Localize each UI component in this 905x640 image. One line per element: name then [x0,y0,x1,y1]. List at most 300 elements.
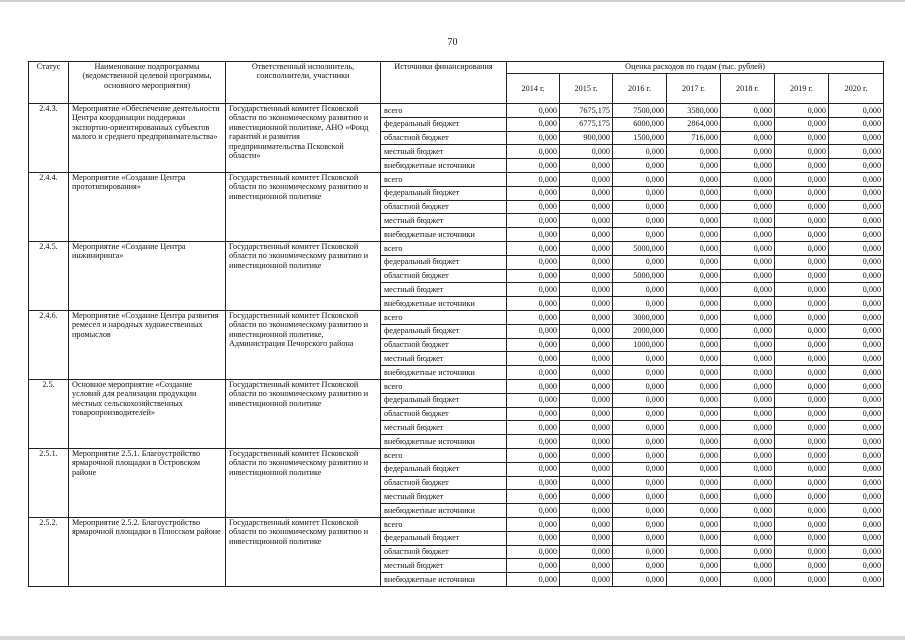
amount-cell: 3000,000 [613,310,667,324]
amount-cell: 0,000 [507,545,560,559]
amount-cell: 0,000 [613,517,667,531]
amount-cell: 0,000 [613,448,667,462]
amount-cell: 0,000 [667,172,721,186]
funding-source-cell: местный бюджет [381,490,507,504]
amount-cell: 0,000 [560,517,613,531]
amount-cell: 0,000 [507,200,560,214]
amount-cell: 0,000 [507,117,560,131]
amount-cell: 0,000 [775,297,829,311]
amount-cell: 0,000 [775,517,829,531]
amount-cell: 5000,000 [613,269,667,283]
amount-cell: 0,000 [829,421,884,435]
amount-cell: 0,000 [721,476,775,490]
amount-cell: 0,000 [721,352,775,366]
amount-cell: 0,000 [721,200,775,214]
funding-source-cell: внебюджетные источники [381,228,507,242]
amount-cell: 0,000 [507,104,560,118]
header-sources: Источники финансирования [381,62,507,104]
amount-cell: 0,000 [613,490,667,504]
funding-source-cell: всего [381,310,507,324]
header-year: 2020 г. [829,74,884,104]
executor-cell: Государственный комитет Псковской области по экономическому развитию и инвестиционной политике [226,241,381,310]
amount-cell: 0,000 [560,214,613,228]
funding-source-cell: внебюджетные источники [381,573,507,587]
amount-cell: 0,000 [507,214,560,228]
amount-cell: 0,000 [560,448,613,462]
amount-cell: 0,000 [721,517,775,531]
amount-cell: 0,000 [507,172,560,186]
funding-source-cell: всего [381,241,507,255]
amount-cell: 0,000 [775,462,829,476]
amount-cell: 0,000 [775,269,829,283]
amount-cell: 0,000 [667,393,721,407]
amount-cell: 0,000 [721,297,775,311]
amount-cell: 0,000 [829,283,884,297]
table-row [29,448,884,462]
amount-cell: 0,000 [507,504,560,518]
amount-cell: 0,000 [829,104,884,118]
amount-cell: 0,000 [613,214,667,228]
amount-cell: 0,000 [560,573,613,587]
amount-cell: 0,000 [507,435,560,449]
amount-cell: 0,000 [721,269,775,283]
amount-cell: 0,000 [829,573,884,587]
amount-cell: 0,000 [667,186,721,200]
amount-cell: 0,000 [507,476,560,490]
amount-cell: 0,000 [560,352,613,366]
amount-cell: 2864,000 [667,117,721,131]
amount-cell: 0,000 [613,476,667,490]
amount-cell: 0,000 [829,269,884,283]
amount-cell: 1500,000 [613,131,667,145]
amount-cell: 0,000 [613,407,667,421]
amount-cell: 0,000 [775,131,829,145]
measure-name-cell: Мероприятие «Создание Центра развития ремесел и народных художественных промыслов [69,310,226,379]
amount-cell: 0,000 [775,476,829,490]
amount-cell: 0,000 [667,200,721,214]
funding-source-cell: всего [381,517,507,531]
amount-cell: 0,000 [721,393,775,407]
amount-cell: 0,000 [507,255,560,269]
amount-cell: 0,000 [507,131,560,145]
amount-cell: 0,000 [775,504,829,518]
amount-cell: 0,000 [829,448,884,462]
funding-source-cell: всего [381,172,507,186]
amount-cell: 0,000 [829,352,884,366]
amount-cell: 0,000 [775,241,829,255]
amount-cell: 0,000 [829,393,884,407]
amount-cell: 0,000 [613,297,667,311]
table-row [29,517,884,531]
amount-cell: 0,000 [507,283,560,297]
executor-cell: Государственный комитет Псковской области по экономическому развитию и инвестиционной политике [226,379,381,448]
scan-edge-bottom [0,636,905,640]
funding-source-cell: всего [381,379,507,393]
amount-cell: 0,000 [613,559,667,573]
amount-cell: 0,000 [613,504,667,518]
amount-cell: 0,000 [613,545,667,559]
measure-name-cell: Мероприятие «Создание Центра прототипирования» [69,172,226,241]
amount-cell: 0,000 [775,172,829,186]
amount-cell: 0,000 [507,186,560,200]
status-cell: 2.4.3. [29,104,69,173]
funding-source-cell: областной бюджет [381,338,507,352]
expenditure-table [28,61,884,587]
funding-source-cell: федеральный бюджет [381,462,507,476]
amount-cell: 0,000 [507,145,560,159]
header-name: Наименование подпрограммы (ведомственной целевой программы, основного мероприятия) [69,62,226,104]
amount-cell: 0,000 [560,255,613,269]
amount-cell: 0,000 [560,269,613,283]
amount-cell: 1000,000 [613,338,667,352]
amount-cell: 0,000 [829,117,884,131]
header-year: 2015 г. [560,74,613,104]
status-cell: 2.5.2. [29,517,69,586]
table-row [29,172,884,186]
amount-cell: 0,000 [560,393,613,407]
amount-cell: 0,000 [721,324,775,338]
amount-cell: 716,000 [667,131,721,145]
executor-cell: Государственный комитет Псковской области по экономическому развитию и инвестиционной политике, АНО «Фонд гарантий и развития предпринимательства Псковской области» [226,104,381,173]
funding-source-cell: местный бюджет [381,421,507,435]
amount-cell: 0,000 [721,117,775,131]
status-cell: 2.4.4. [29,172,69,241]
amount-cell: 0,000 [613,435,667,449]
amount-cell: 6775,175 [560,117,613,131]
funding-source-cell: местный бюджет [381,214,507,228]
funding-source-cell: областной бюджет [381,476,507,490]
measure-name-cell: Мероприятие 2.5.1. Благоустройство ярмарочной площадки в Островском районе [69,448,226,517]
amount-cell: 0,000 [667,283,721,297]
amount-cell: 0,000 [667,490,721,504]
measure-name-cell: Мероприятие 2.5.2. Благоустройство ярмарочной площадки в Плюсском районе [69,517,226,586]
table-row [29,310,884,324]
amount-cell: 0,000 [829,366,884,380]
header-status: Статус [29,62,69,104]
amount-cell: 0,000 [829,559,884,573]
amount-cell: 0,000 [829,490,884,504]
amount-cell: 0,000 [507,310,560,324]
amount-cell: 0,000 [667,517,721,531]
amount-cell: 0,000 [829,200,884,214]
amount-cell: 0,000 [829,228,884,242]
amount-cell: 0,000 [667,379,721,393]
amount-cell: 0,000 [667,228,721,242]
amount-cell: 0,000 [721,159,775,173]
executor-cell: Государственный комитет Псковской области по экономическому развитию и инвестиционной политике [226,172,381,241]
amount-cell: 0,000 [613,186,667,200]
amount-cell: 0,000 [721,379,775,393]
amount-cell: 0,000 [613,462,667,476]
amount-cell: 0,000 [667,352,721,366]
amount-cell: 7500,000 [613,104,667,118]
amount-cell: 0,000 [721,214,775,228]
executor-cell: Государственный комитет Псковской области по экономическому развитию и инвестиционной политике, Администрация Печорского района [226,310,381,379]
funding-source-cell: областной бюджет [381,269,507,283]
amount-cell: 0,000 [721,131,775,145]
table-row [29,241,884,255]
amount-cell: 0,000 [667,214,721,228]
amount-cell: 0,000 [721,545,775,559]
amount-cell: 0,000 [721,172,775,186]
amount-cell: 0,000 [560,559,613,573]
amount-cell: 0,000 [560,159,613,173]
amount-cell: 0,000 [613,393,667,407]
amount-cell: 0,000 [560,297,613,311]
amount-cell: 0,000 [667,269,721,283]
funding-source-cell: местный бюджет [381,352,507,366]
amount-cell: 0,000 [613,531,667,545]
amount-cell: 0,000 [560,462,613,476]
amount-cell: 0,000 [667,145,721,159]
amount-cell: 0,000 [829,159,884,173]
amount-cell: 0,000 [721,407,775,421]
amount-cell: 0,000 [507,269,560,283]
amount-cell: 0,000 [775,283,829,297]
amount-cell: 0,000 [829,145,884,159]
amount-cell: 0,000 [560,366,613,380]
funding-source-cell: федеральный бюджет [381,186,507,200]
amount-cell: 0,000 [507,490,560,504]
funding-source-cell: областной бюджет [381,407,507,421]
amount-cell: 0,000 [507,462,560,476]
amount-cell: 0,000 [721,255,775,269]
amount-cell: 0,000 [721,435,775,449]
amount-cell: 0,000 [667,324,721,338]
table-row [29,104,884,118]
amount-cell: 7675,175 [560,104,613,118]
amount-cell: 0,000 [775,255,829,269]
amount-cell: 0,000 [560,531,613,545]
funding-source-cell: внебюджетные источники [381,159,507,173]
amount-cell: 0,000 [613,159,667,173]
amount-cell: 0,000 [829,255,884,269]
amount-cell: 0,000 [667,559,721,573]
page-number: 70 [447,37,458,48]
amount-cell: 0,000 [775,407,829,421]
amount-cell: 0,000 [560,241,613,255]
amount-cell: 0,000 [775,352,829,366]
funding-source-cell: внебюджетные источники [381,297,507,311]
amount-cell: 0,000 [775,559,829,573]
amount-cell: 0,000 [775,214,829,228]
funding-source-cell: федеральный бюджет [381,531,507,545]
amount-cell: 0,000 [829,186,884,200]
amount-cell: 0,000 [507,517,560,531]
amount-cell: 0,000 [829,435,884,449]
amount-cell: 0,000 [829,172,884,186]
amount-cell: 0,000 [721,462,775,476]
amount-cell: 3580,000 [667,104,721,118]
amount-cell: 0,000 [507,297,560,311]
amount-cell: 0,000 [829,324,884,338]
amount-cell: 0,000 [667,545,721,559]
scan-edge-top [0,0,905,2]
amount-cell: 0,000 [613,352,667,366]
amount-cell: 0,000 [560,324,613,338]
amount-cell: 0,000 [721,504,775,518]
funding-source-cell: областной бюджет [381,131,507,145]
amount-cell: 0,000 [613,283,667,297]
amount-cell: 0,000 [829,407,884,421]
amount-cell: 0,000 [667,241,721,255]
amount-cell: 0,000 [775,145,829,159]
header-year: 2018 г. [721,74,775,104]
amount-cell: 0,000 [721,310,775,324]
amount-cell: 0,000 [667,448,721,462]
amount-cell: 0,000 [829,131,884,145]
amount-cell: 0,000 [775,117,829,131]
table-row [29,379,884,393]
amount-cell: 0,000 [560,145,613,159]
amount-cell: 0,000 [775,531,829,545]
funding-source-cell: местный бюджет [381,283,507,297]
amount-cell: 0,000 [775,448,829,462]
amount-cell: 0,000 [667,255,721,269]
funding-source-cell: федеральный бюджет [381,324,507,338]
amount-cell: 0,000 [829,338,884,352]
amount-cell: 0,000 [667,407,721,421]
amount-cell: 0,000 [560,283,613,297]
amount-cell: 0,000 [507,228,560,242]
amount-cell: 0,000 [560,228,613,242]
amount-cell: 0,000 [560,545,613,559]
amount-cell: 0,000 [613,366,667,380]
amount-cell: 0,000 [775,186,829,200]
header-year: 2016 г. [613,74,667,104]
amount-cell: 6000,000 [613,117,667,131]
amount-cell: 0,000 [507,352,560,366]
amount-cell: 0,000 [667,476,721,490]
amount-cell: 0,000 [721,573,775,587]
funding-source-cell: внебюджетные источники [381,435,507,449]
measure-name-cell: Мероприятие «Создание Центра инжиниринга» [69,241,226,310]
header-year: 2017 г. [667,74,721,104]
amount-cell: 0,000 [560,476,613,490]
amount-cell: 0,000 [775,435,829,449]
amount-cell: 0,000 [613,200,667,214]
amount-cell: 0,000 [667,421,721,435]
amount-cell: 0,000 [829,517,884,531]
status-cell: 2.4.5. [29,241,69,310]
amount-cell: 0,000 [507,379,560,393]
amount-cell: 0,000 [613,172,667,186]
amount-cell: 0,000 [829,310,884,324]
status-cell: 2.4.6. [29,310,69,379]
amount-cell: 0,000 [560,338,613,352]
amount-cell: 0,000 [560,421,613,435]
header-year: 2014 г. [507,74,560,104]
amount-cell: 0,000 [721,186,775,200]
amount-cell: 0,000 [721,283,775,297]
amount-cell: 0,000 [721,448,775,462]
table-body [29,104,884,587]
amount-cell: 0,000 [775,366,829,380]
measure-name-cell: Основное мероприятие «Создание условий для реализации продукции местных сельскохозяйственных товаропроизводителей» [69,379,226,448]
amount-cell: 0,000 [775,104,829,118]
amount-cell: 0,000 [775,338,829,352]
amount-cell: 0,000 [829,531,884,545]
amount-cell: 0,000 [829,476,884,490]
amount-cell: 0,000 [560,435,613,449]
amount-cell: 0,000 [560,200,613,214]
amount-cell: 0,000 [775,228,829,242]
amount-cell: 0,000 [829,545,884,559]
header-executor: Ответственный исполнитель, соисполнители, участники [226,62,381,104]
amount-cell: 0,000 [613,145,667,159]
funding-source-cell: местный бюджет [381,559,507,573]
amount-cell: 0,000 [829,462,884,476]
funding-source-cell: областной бюджет [381,200,507,214]
funding-source-cell: федеральный бюджет [381,117,507,131]
amount-cell: 0,000 [667,297,721,311]
amount-cell: 0,000 [507,448,560,462]
amount-cell: 0,000 [775,200,829,214]
executor-cell: Государственный комитет Псковской области по экономическому развитию и инвестиционной политике [226,517,381,586]
amount-cell: 0,000 [667,310,721,324]
amount-cell: 0,000 [721,531,775,545]
funding-source-cell: внебюджетные источники [381,366,507,380]
amount-cell: 0,000 [775,421,829,435]
amount-cell: 0,000 [667,573,721,587]
amount-cell: 0,000 [613,573,667,587]
funding-source-cell: местный бюджет [381,145,507,159]
amount-cell: 0,000 [667,338,721,352]
amount-cell: 0,000 [560,172,613,186]
amount-cell: 0,000 [507,393,560,407]
amount-cell: 0,000 [613,379,667,393]
status-cell: 2.5. [29,379,69,448]
amount-cell: 0,000 [507,241,560,255]
amount-cell: 0,000 [829,214,884,228]
amount-cell: 0,000 [667,159,721,173]
amount-cell: 0,000 [721,490,775,504]
amount-cell: 0,000 [667,531,721,545]
amount-cell: 900,000 [560,131,613,145]
amount-cell: 0,000 [721,338,775,352]
funding-source-cell: всего [381,104,507,118]
amount-cell: 0,000 [721,228,775,242]
amount-cell: 0,000 [721,421,775,435]
measure-name-cell: Мероприятие «Обеспечение деятельности Центра координации поддержки экспортно-ориентированных субъектов малого и среднего предпринимательства» [69,104,226,173]
funding-source-cell: внебюджетные источники [381,504,507,518]
amount-cell: 0,000 [667,366,721,380]
amount-cell: 0,000 [667,462,721,476]
funding-source-cell: федеральный бюджет [381,393,507,407]
amount-cell: 0,000 [775,490,829,504]
amount-cell: 0,000 [560,186,613,200]
amount-cell: 0,000 [775,573,829,587]
amount-cell: 0,000 [721,241,775,255]
header-estimate: Оценка расходов по годам (тыс. рублей) [507,62,884,74]
amount-cell: 0,000 [721,104,775,118]
amount-cell: 0,000 [721,366,775,380]
header-year: 2019 г. [775,74,829,104]
amount-cell: 5000,000 [613,241,667,255]
status-cell: 2.5.1. [29,448,69,517]
amount-cell: 0,000 [829,241,884,255]
amount-cell: 0,000 [507,159,560,173]
amount-cell: 0,000 [507,366,560,380]
amount-cell: 0,000 [507,421,560,435]
amount-cell: 0,000 [775,310,829,324]
amount-cell: 0,000 [560,407,613,421]
amount-cell: 0,000 [721,559,775,573]
amount-cell: 0,000 [507,338,560,352]
amount-cell: 0,000 [775,545,829,559]
amount-cell: 0,000 [775,159,829,173]
amount-cell: 0,000 [613,255,667,269]
